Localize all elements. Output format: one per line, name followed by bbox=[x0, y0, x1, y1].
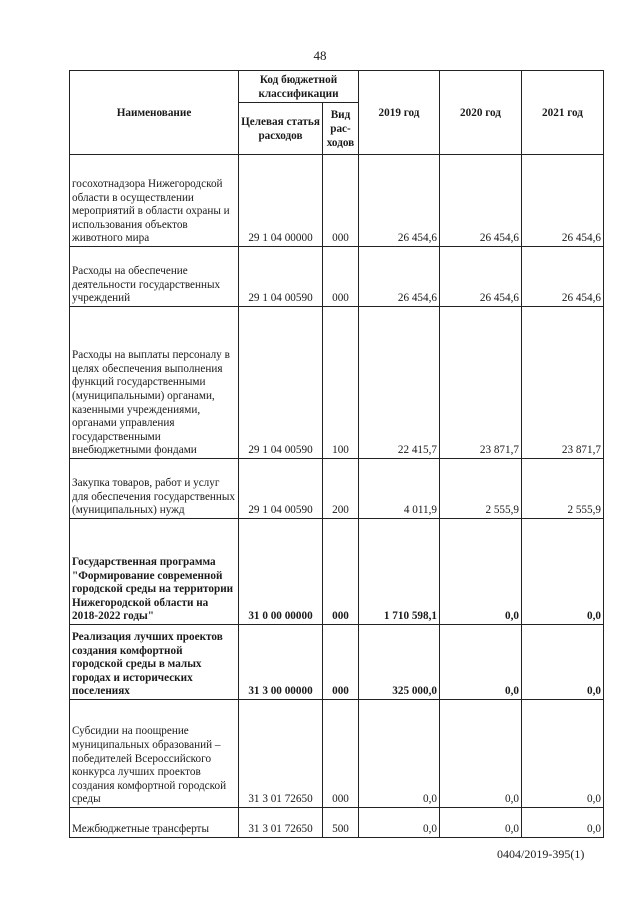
document-number: 0404/2019-395(1) bbox=[497, 847, 585, 861]
row-2019: 0,0 bbox=[359, 700, 440, 808]
row-2019: 325 000,0 bbox=[359, 625, 440, 700]
table-row bbox=[70, 155, 604, 247]
header-target-article: Целевая статья расходов bbox=[239, 103, 323, 155]
table-row bbox=[70, 625, 604, 700]
row-2021: 26 454,6 bbox=[522, 155, 604, 247]
row-kind: 500 bbox=[323, 808, 359, 838]
table-row bbox=[70, 459, 604, 519]
row-kind: 000 bbox=[323, 155, 359, 247]
page-number: 48 bbox=[313, 48, 327, 63]
header-budget-code: Код бюджетной классификации bbox=[239, 71, 359, 103]
row-2021: 23 871,7 bbox=[522, 307, 604, 459]
row-2021: 0,0 bbox=[522, 519, 604, 625]
row-name: госохотнадзора Нижегородской области в осуществлении мероприятий в области охраны и использования объектов животного мира bbox=[70, 155, 239, 247]
row-2021: 0,0 bbox=[522, 700, 604, 808]
table-row bbox=[70, 700, 604, 808]
row-name: Расходы на выплаты персоналу в целях обеспечения выполнения функций государственными (муниципальными) органами, казенными учреждениями, органами управления государственными внебюджетными фондами bbox=[70, 307, 239, 459]
budget-table bbox=[69, 70, 604, 838]
row-2019: 1 710 598,1 bbox=[359, 519, 440, 625]
row-kind: 000 bbox=[323, 625, 359, 700]
row-code: 31 3 01 72650 bbox=[239, 700, 323, 808]
table-row bbox=[70, 307, 604, 459]
row-2020: 0,0 bbox=[440, 625, 522, 700]
row-2020: 26 454,6 bbox=[440, 247, 522, 307]
row-kind: 000 bbox=[323, 700, 359, 808]
row-code: 31 0 00 00000 bbox=[239, 519, 323, 625]
header-name: Наименование bbox=[70, 71, 239, 155]
row-name: Государственная программа "Формирование современной городской среды на территории Нижегородской области на 2018-2022 годы" bbox=[70, 519, 239, 625]
row-name: Реализация лучших проектов создания комфортной городской среды в малых городах и исторических поселениях bbox=[70, 625, 239, 700]
row-code: 29 1 04 00590 bbox=[239, 247, 323, 307]
row-2020: 0,0 bbox=[440, 700, 522, 808]
row-2019: 26 454,6 bbox=[359, 247, 440, 307]
row-name: Расходы на обеспечение деятельности государственных учреждений bbox=[70, 247, 239, 307]
header-year-2020: 2020 год bbox=[440, 71, 522, 155]
row-2020: 2 555,9 bbox=[440, 459, 522, 519]
header-expense-type: Вид рас-ходов bbox=[323, 103, 359, 155]
row-name: Межбюджетные трансферты bbox=[70, 808, 239, 838]
row-2019: 22 415,7 bbox=[359, 307, 440, 459]
row-kind: 200 bbox=[323, 459, 359, 519]
table-row bbox=[70, 808, 604, 838]
row-code: 29 1 04 00590 bbox=[239, 459, 323, 519]
row-kind: 000 bbox=[323, 247, 359, 307]
row-name: Закупка товаров, работ и услуг для обеспечения государственных (муниципальных) нужд bbox=[70, 459, 239, 519]
row-code: 31 3 00 00000 bbox=[239, 625, 323, 700]
row-2021: 0,0 bbox=[522, 625, 604, 700]
row-code: 31 3 01 72650 bbox=[239, 808, 323, 838]
row-code: 29 1 04 00000 bbox=[239, 155, 323, 247]
row-kind: 100 bbox=[323, 307, 359, 459]
table-row bbox=[70, 519, 604, 625]
header-year-2019: 2019 год bbox=[359, 71, 440, 155]
row-2019: 4 011,9 bbox=[359, 459, 440, 519]
row-2020: 0,0 bbox=[440, 808, 522, 838]
row-2020: 23 871,7 bbox=[440, 307, 522, 459]
row-2021: 0,0 bbox=[522, 808, 604, 838]
row-2019: 26 454,6 bbox=[359, 155, 440, 247]
row-2020: 0,0 bbox=[440, 519, 522, 625]
row-name: Субсидии на поощрение муниципальных образований – победителей Всероссийского конкурса лучших проектов создания комфортной городской среды bbox=[70, 700, 239, 808]
row-code: 29 1 04 00590 bbox=[239, 307, 323, 459]
row-kind: 000 bbox=[323, 519, 359, 625]
row-2019: 0,0 bbox=[359, 808, 440, 838]
header-year-2021: 2021 год bbox=[522, 71, 604, 155]
row-2021: 26 454,6 bbox=[522, 247, 604, 307]
table-row bbox=[70, 247, 604, 307]
row-2020: 26 454,6 bbox=[440, 155, 522, 247]
row-2021: 2 555,9 bbox=[522, 459, 604, 519]
